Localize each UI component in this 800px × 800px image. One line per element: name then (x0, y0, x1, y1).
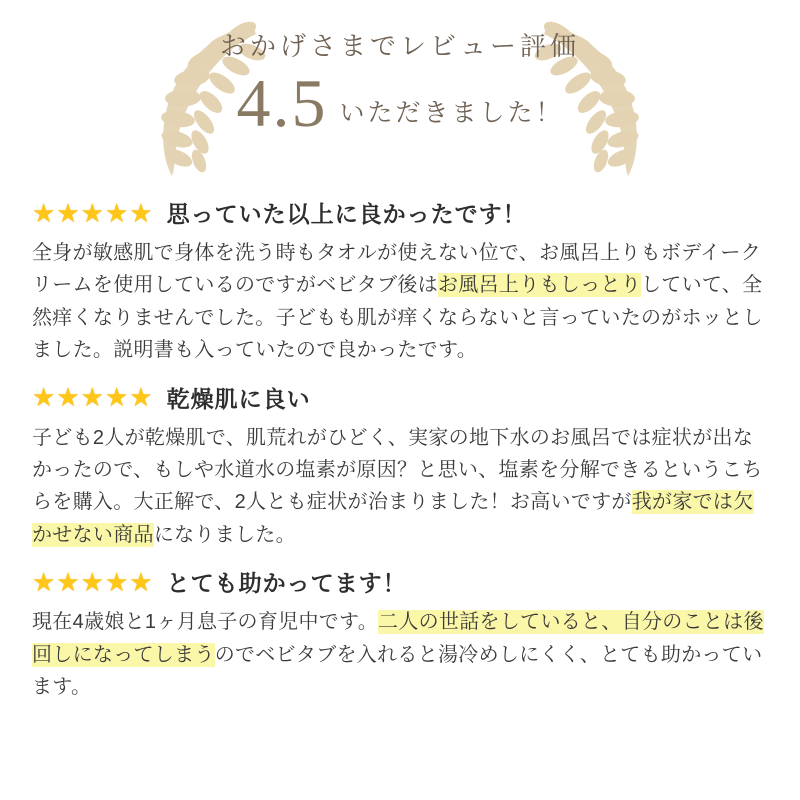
review-text: になりました。 (153, 523, 296, 546)
star-icon: ★ (56, 566, 80, 597)
review-title: 乾燥肌に良い (166, 385, 311, 412)
review-item (32, 196, 768, 367)
review-header (32, 565, 768, 598)
star-icon: ★ (129, 566, 153, 597)
review-text: 子ども2人が乾燥肌で、肌荒れがひどく、実家の地下水のお風呂では症状が出なかったので、もしや水道水の塩素が原因？と思い、塩素を分解できるというこちらを購入。大正解で、2人とも症状が治まりました！お高いですが (32, 426, 763, 514)
star-icon: ★ (32, 197, 56, 228)
review-item (32, 381, 768, 552)
rating-score-suffix: いただきました！ (339, 99, 564, 127)
star-icon: ★ (80, 382, 104, 413)
star-icon: ★ (80, 566, 104, 597)
star-icon: ★ (104, 566, 129, 597)
review-title: とても助かってます！ (166, 570, 407, 597)
review-body (32, 422, 768, 552)
review-body (32, 606, 768, 703)
star-icon: ★ (32, 566, 56, 597)
highlighted-text: 二人の世話をしていると、自分のことは後回しになってしまう (32, 611, 764, 666)
review-header (32, 196, 768, 229)
star-icon: ★ (56, 197, 80, 228)
highlighted-text: 我が家では欠かせない商品 (32, 491, 754, 546)
review-header (32, 381, 768, 414)
star-icon: ★ (80, 197, 104, 228)
review-item (32, 565, 768, 703)
review-text: のでベビタブを入れると湯冷めしにくく、とても助かっています。 (32, 643, 763, 698)
rating-stars (32, 197, 153, 228)
star-icon: ★ (129, 382, 153, 413)
star-icon: ★ (104, 197, 129, 228)
banner-text (0, 26, 800, 141)
rating-score: 4.5 (236, 65, 328, 141)
star-icon: ★ (104, 382, 129, 413)
reviews-list (0, 196, 800, 703)
rating-banner (0, 0, 800, 196)
review-text: していて、全然痒くなりませんでした。子どもも肌が痒くならないと言っていたのがホッとしました。説明書も入っていたので良かったです。 (32, 274, 763, 362)
rating-stars (32, 382, 153, 413)
review-title: 思っていた以上に良かったです！ (166, 201, 527, 227)
review-text: 全身が敏感肌で身体を洗う時もタオルが使えない位で、お風呂上りもボデイークリームを使用しているのですがベビタブ後は (32, 242, 761, 297)
star-icon: ★ (129, 197, 153, 228)
star-icon: ★ (56, 382, 80, 413)
star-icon: ★ (32, 382, 56, 413)
banner-score-row (0, 65, 800, 141)
highlighted-text: お風呂上りもしっとり (438, 274, 641, 297)
banner-headline: おかげさまでレビュー評価 (219, 31, 580, 61)
rating-stars (32, 566, 153, 597)
review-text: 現在4歳娘と1ヶ月息子の育児中です。 (32, 611, 379, 634)
review-body (32, 237, 768, 367)
